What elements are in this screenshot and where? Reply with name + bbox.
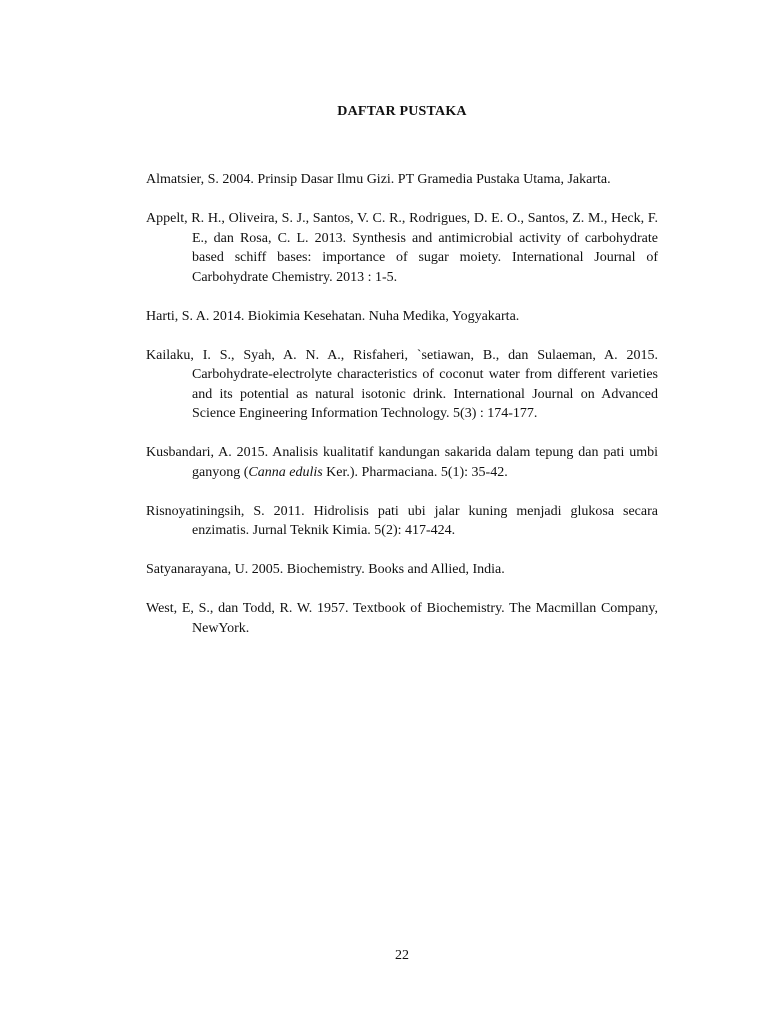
reference-item [146, 599, 658, 638]
reference-item [146, 307, 658, 327]
reference-text: Risnoyatiningsih, S. 2011. Hidrolisis pati ubi jalar kuning menjadi glukosa secara enzimatis. Jurnal Teknik Kimia. 5(2): 417-424. [146, 503, 658, 538]
reference-list [146, 170, 658, 658]
reference-item [146, 170, 658, 190]
reference-item [146, 346, 658, 424]
reference-text: West, E, S., dan Todd, R. W. 1957. Textbook of Biochemistry. The Macmillan Company, NewYork. [146, 601, 658, 636]
reference-text: Kailaku, I. S., Syah, A. N. A., Risfaheri, `setiawan, B., dan Sulaeman, A. 2015. Carbohydrate-electrolyte characteristics of coconut water from different varieties and its potential as natural isotonic drink. International Journal on Advanced Science Engineering Information Technology. 5(3) : 174-177. [146, 347, 658, 421]
reference-text: Almatsier, S. 2004. Prinsip Dasar Ilmu Gizi. PT Gramedia Pustaka Utama, Jakarta. [146, 172, 611, 187]
reference-item [146, 560, 658, 580]
reference-text: Appelt, R. H., Oliveira, S. J., Santos, V. C. R., Rodrigues, D. E. O., Santos, Z. M., Heck, F. E., dan Rosa, C. L. 2013. Synthesis and antimicrobial activity of carbohydrate based schiff bases: importance of sugar moiety. International Journal of Carbohydrate Chemistry. 2013 : 1-5. [146, 211, 658, 285]
page-title: DAFTAR PUSTAKA [337, 104, 467, 119]
reference-item [146, 443, 658, 482]
reference-text: Harti, S. A. 2014. Biokimia Kesehatan. Nuha Medika, Yogyakarta. [146, 308, 520, 324]
reference-text: Satyanarayana, U. 2005. Biochemistry. Books and Allied, India. [146, 562, 505, 577]
reference-text-after: Ker.). Pharmaciana. 5(1): 35-42. [322, 464, 508, 480]
reference-text-italic: Canna edulis [248, 464, 323, 480]
reference-text-before: Kusbandari, A. 2015. Analisis kualitatif kandungan sakarida dalam tepung dan pati umbi ganyong ( [146, 445, 658, 480]
page-number: 22 [395, 948, 409, 963]
reference-item [146, 502, 658, 541]
reference-item [146, 209, 658, 287]
